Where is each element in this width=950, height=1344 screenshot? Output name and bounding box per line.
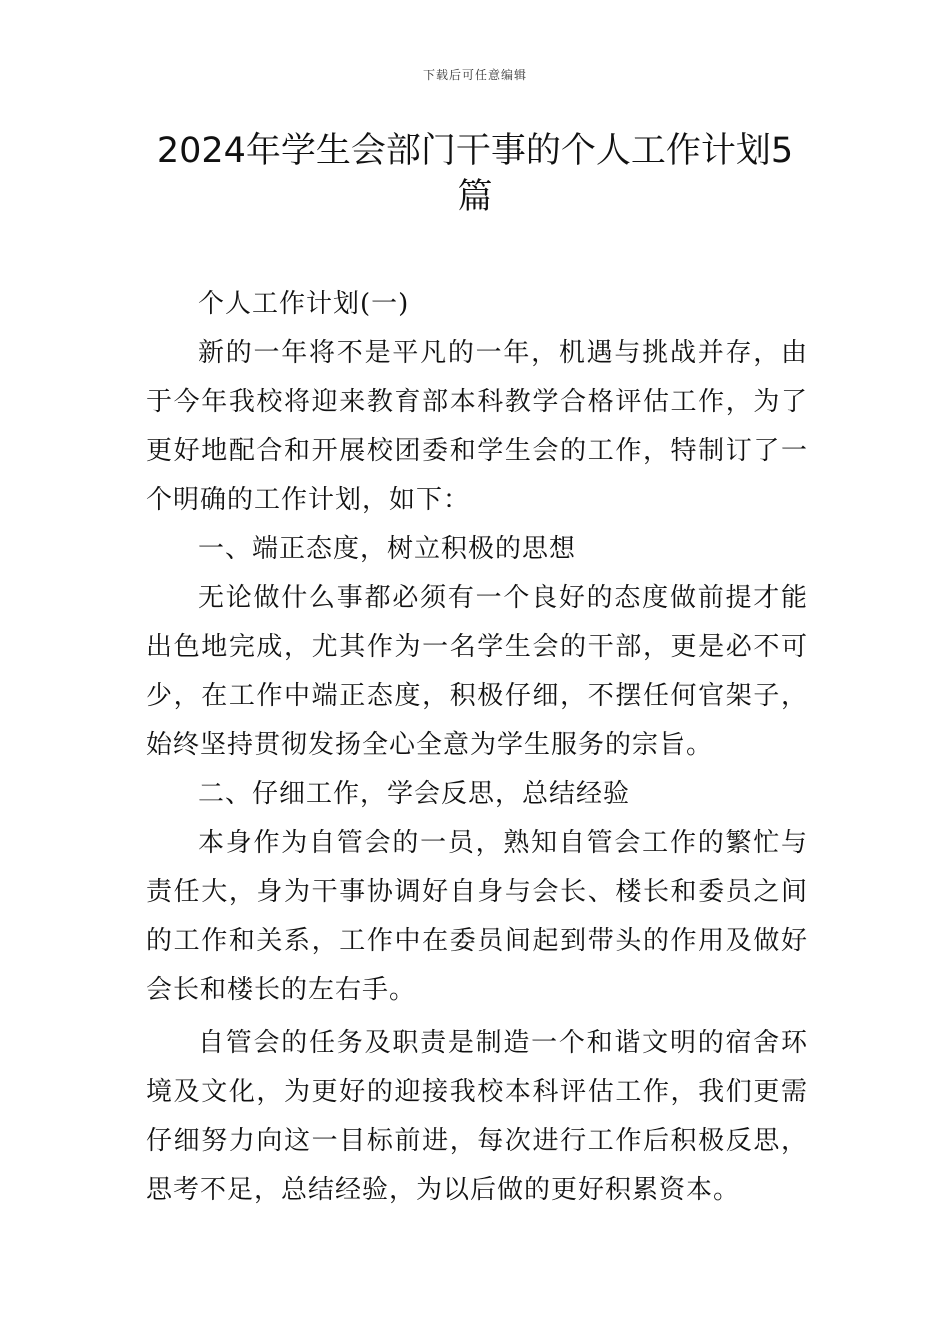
reflection-paragraph: 本身作为自管会的一员，熟知自管会工作的繁忙与责任大，身为干事协调好自身与会长、楼长和委员之间的工作和关系，工作中在委员间起到带头的作用及做好会长和楼长的左右手。: [146, 828, 808, 1005]
intro-paragraph: 新的一年将不是平凡的一年，机遇与挑战并存，由于今年我校将迎来教育部本科教学合格评估工作，为了更好地配合和开展校团委和学生会的工作，特制订了一个明确的工作计划，如下：: [146, 338, 808, 515]
attitude-paragraph: 无论做什么事都必须有一个良好的态度做前提才能出色地完成，尤其作为一名学生会的干部，更是必不可少，在工作中端正态度，积极仔细，不摆任何官架子，始终坚持贯彻发扬全心全意为学生服务的宗旨。: [146, 583, 808, 760]
header-note: 下载后可任意编辑: [422, 68, 527, 82]
section-heading-reflection: 二、仔细工作，学会反思，总结经验: [198, 779, 631, 809]
duties-paragraph: 自管会的任务及职责是制造一个和谐文明的宿舍环境及文化，为更好的迎接我校本科评估工作，我们更需仔细努力向这一目标前进，每次进行工作后积极反思，思考不足，总结经验，为以后做的更好积累资本。: [146, 1028, 808, 1205]
section-heading-plan-one: 个人工作计划(一): [198, 289, 410, 319]
document-title: 2024年学生会部门干事的个人工作计划5篇: [156, 131, 794, 217]
document-body: [146, 280, 808, 1215]
section-heading-attitude: 一、端正态度，树立积极的思想: [198, 534, 577, 564]
